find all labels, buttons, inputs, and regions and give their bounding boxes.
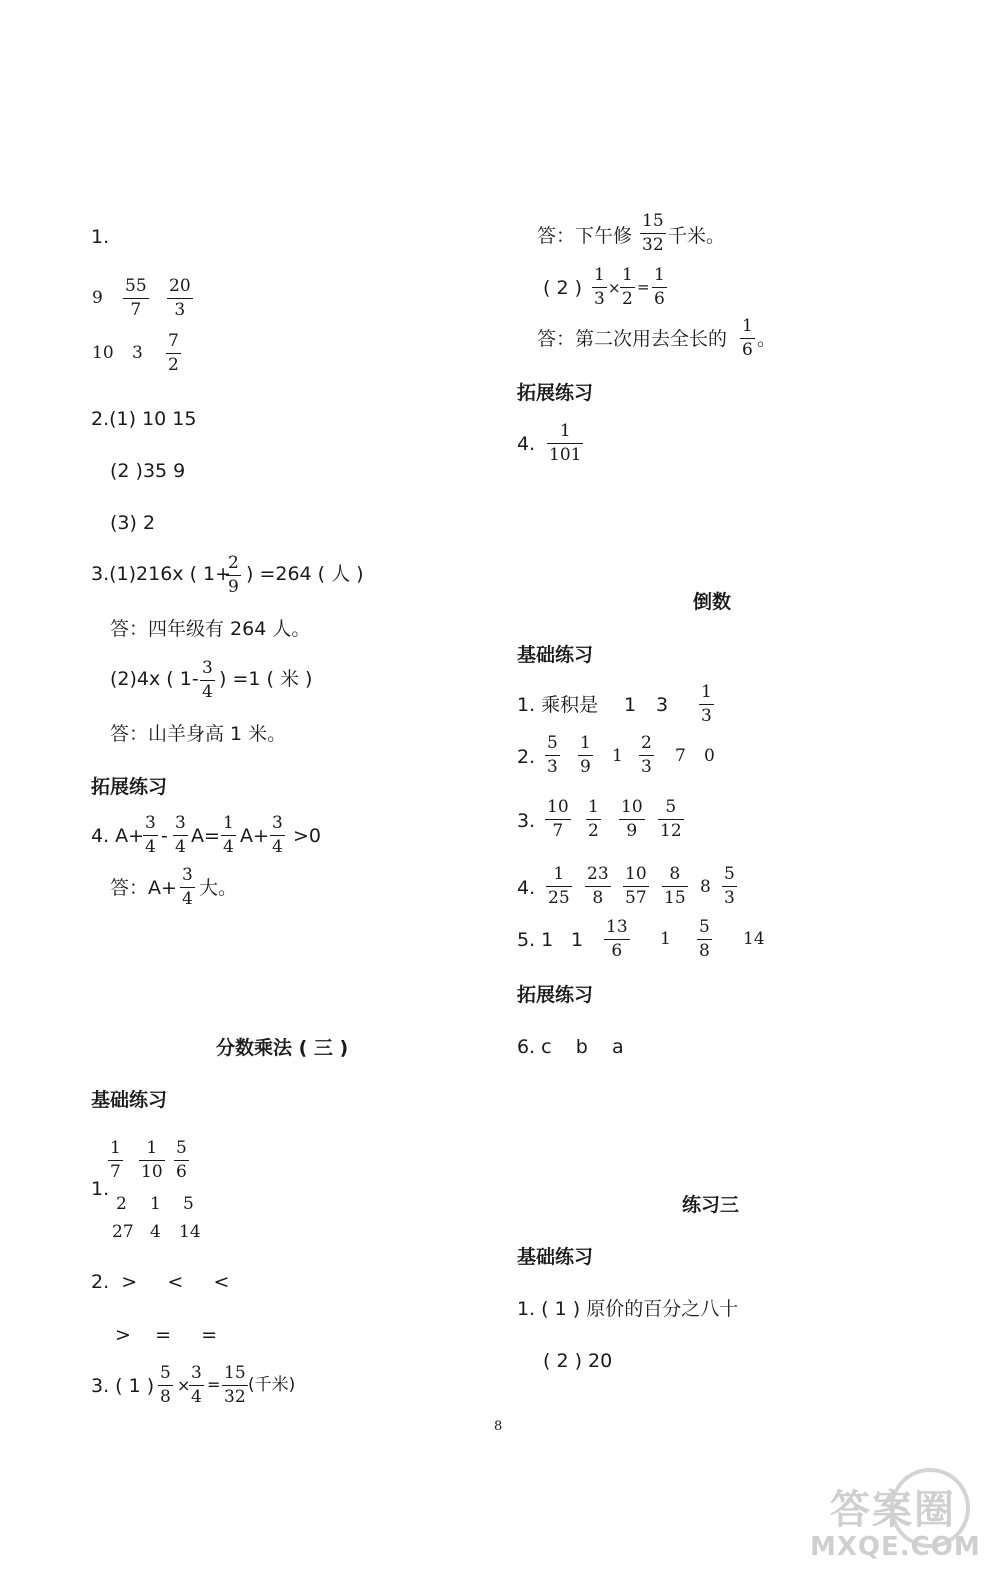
s-q1-frac-3: 5 6: [176, 1138, 187, 1182]
ext-heading-left: 拓展练习: [91, 776, 168, 798]
q1-row1-frac-c: 20 3: [169, 276, 191, 320]
basic-heading-left: 基础练习: [91, 1089, 168, 1111]
ext-heading-right-2: 拓展练习: [517, 984, 594, 1006]
s-q1-row2-den-2: 4: [150, 1222, 161, 1242]
s-q1-frac-2: 1 10: [141, 1138, 163, 1182]
r-q4-label: 4.: [517, 433, 536, 455]
basic-heading-right: 基础练习: [517, 644, 594, 666]
q2-2: (2 )35 9: [110, 460, 186, 482]
q1-row2-frac-c: 7 2: [168, 331, 179, 375]
q1-row1-a: 9: [92, 288, 103, 308]
q2-1: 2.(1) 10 15: [91, 408, 197, 430]
ext-heading-right: 拓展练习: [517, 382, 594, 404]
q3-2-answer: 答：山羊身高 1 米。: [110, 723, 287, 745]
s-q1-row2-den-3: 14: [179, 1222, 201, 1242]
section-title-exercise-3: 练习三: [682, 1194, 740, 1216]
s-q2-row1: 2. > < <: [91, 1271, 230, 1293]
exercise3-q1-2: ( 2 ) 20: [543, 1350, 613, 1372]
s-q1-label: 1.: [91, 1178, 110, 1200]
s-q2-row2: > = =: [115, 1324, 218, 1346]
page-number: 8: [494, 1419, 503, 1434]
q1-row1-frac-b: 55 7: [125, 276, 147, 320]
q1-label: 1.: [91, 226, 110, 248]
exercise3-q1-1: 1. ( 1 ) 原价的百分之八十: [517, 1298, 739, 1320]
s-q1-row2-num-1: 2: [116, 1194, 127, 1214]
q3-1-answer: 答：四年级有 264 人。: [110, 618, 311, 640]
s-q1-row2-den-1: 27: [112, 1222, 134, 1242]
watermark-seal-text: 答案圈: [830, 1487, 956, 1533]
reciprocal-q6: 6. c b a: [517, 1036, 624, 1058]
q2-3: (3) 2: [110, 512, 156, 534]
s-q1-frac-1: 1 7: [110, 1138, 121, 1182]
q1-row2-b: 3: [132, 343, 143, 363]
r-q4-frac: 1 101: [549, 421, 582, 465]
q1-row2-a: 10: [92, 343, 114, 363]
s-q1-row2-num-2: 1: [150, 1194, 161, 1214]
s-q1-row2-num-3: 5: [183, 1194, 194, 1214]
section-title-fraction-multiplication-3: 分数乘法 ( 三 ): [216, 1037, 349, 1059]
basic-heading-right-2: 基础练习: [517, 1246, 594, 1268]
watermark-site: MXQE.COM: [810, 1532, 981, 1562]
section-title-reciprocal: 倒数: [693, 591, 732, 613]
